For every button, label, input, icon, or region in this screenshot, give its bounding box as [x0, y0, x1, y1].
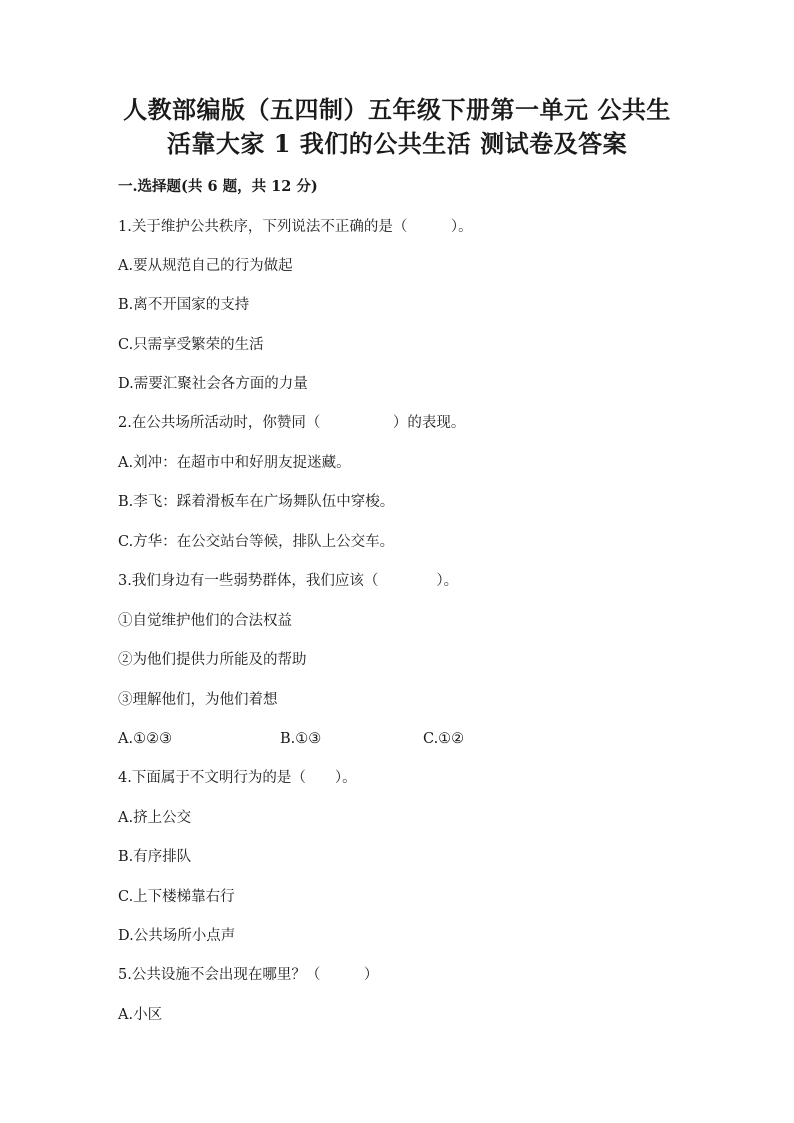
- question-5-stem: 5.公共设施不会出现在哪里？（ ）: [118, 967, 379, 983]
- question-3-option-b: B.①③: [280, 731, 322, 747]
- question-3-statement-3: ③理解他们，为他们着想: [118, 692, 278, 708]
- question-3-option-c: C.①②: [423, 731, 465, 747]
- question-4-stem: 4.下面属于不文明行为的是（ ）。: [118, 770, 357, 786]
- question-1-option-c: C.只需享受繁荣的生活: [118, 337, 264, 353]
- question-3-statement-2: ②为他们提供力所能及的帮助: [118, 652, 307, 668]
- document-title-line-2: 活靠大家 1 我们的公共生活 测试卷及答案: [166, 129, 628, 158]
- question-3-stem: 3.我们身边有一些弱势群体，我们应该（ ）。: [118, 573, 459, 589]
- question-2-option-a: A.刘冲：在超市中和好朋友捉迷藏。: [118, 455, 351, 471]
- question-3-option-a: A.①②③: [118, 731, 173, 747]
- question-2-stem: 2.在公共场所活动时，你赞同（ ）的表现。: [118, 415, 466, 431]
- question-4-option-c: C.上下楼梯靠右行: [118, 889, 235, 905]
- question-1-option-b: B.离不开国家的支持: [118, 297, 250, 313]
- question-2-option-c: C.方华：在公交站台等候，排队上公交车。: [118, 534, 395, 550]
- question-2-option-b: B.李飞：踩着滑板车在广场舞队伍中穿梭。: [118, 494, 395, 510]
- question-4-option-b: B.有序排队: [118, 849, 192, 865]
- section-heading: 一.选择题(共 6 题，共 12 分): [118, 178, 318, 195]
- question-1-option-d: D.需要汇聚社会各方面的力量: [118, 376, 308, 392]
- question-5-option-a: A.小区: [118, 1007, 163, 1023]
- question-1-stem: 1.关于维护公共秩序，下列说法不正确的是（ ）。: [118, 219, 473, 235]
- question-4-option-a: A.挤上公交: [118, 810, 192, 826]
- document-title-line-1: 人教部编版（五四制）五年级下册第一单元 公共生: [123, 95, 671, 124]
- question-1-option-a: A.要从规范自己的行为做起: [118, 258, 293, 274]
- question-4-option-d: D.公共场所小点声: [118, 928, 236, 944]
- question-3-statement-1: ①自觉维护他们的合法权益: [118, 613, 292, 629]
